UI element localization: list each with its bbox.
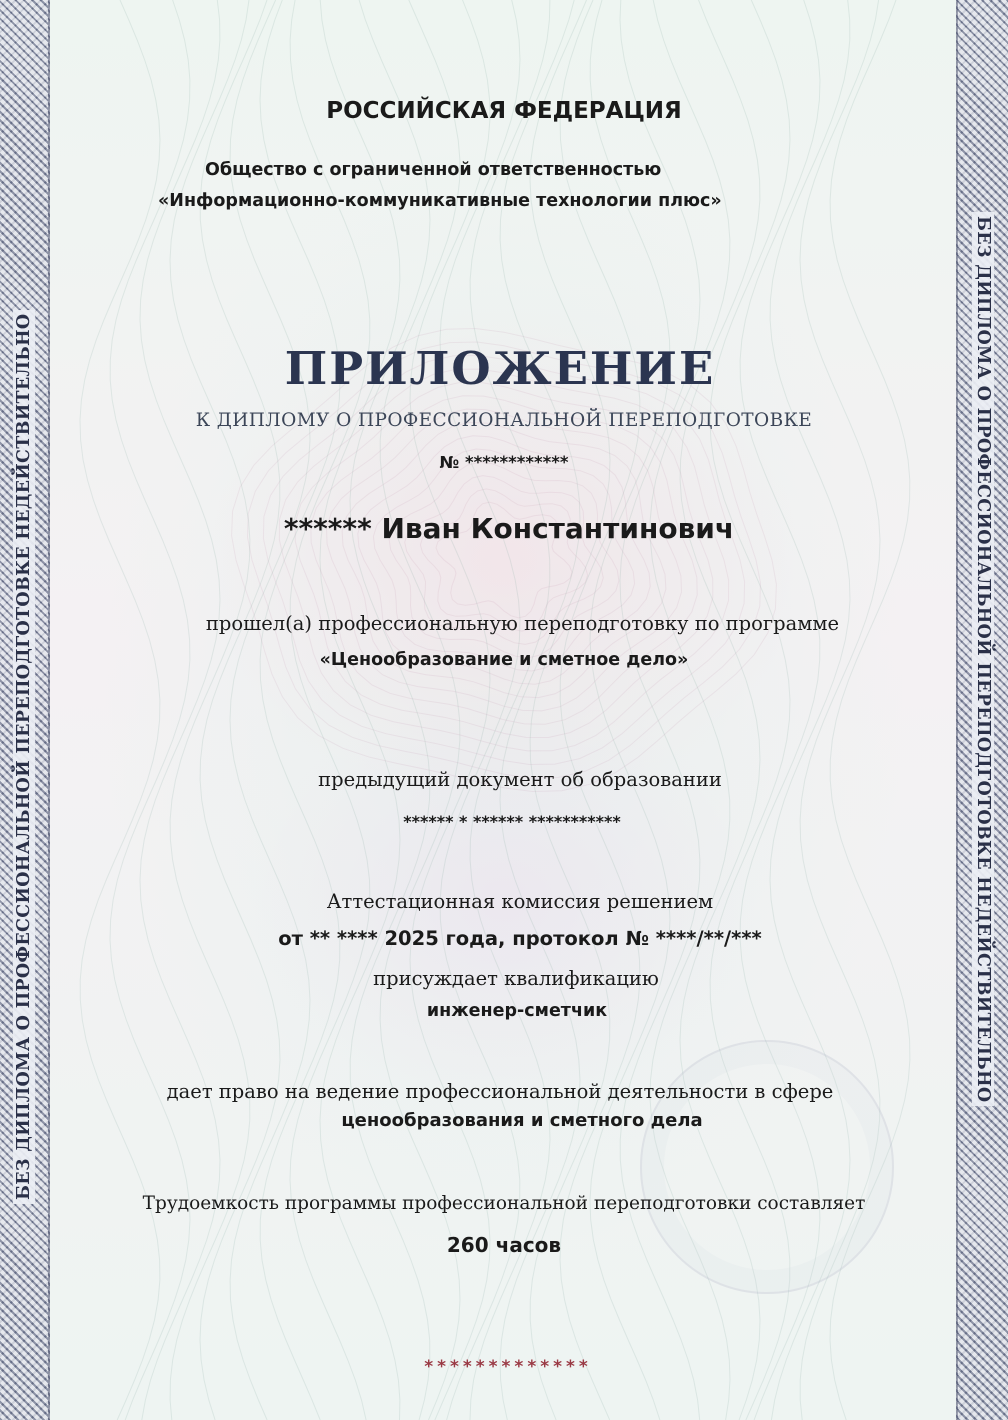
holder-name: ****** Иван Константинович <box>283 512 735 545</box>
labor-intensity-line: Трудоемкость программы профессиональной переподготовки составляет <box>142 1193 866 1214</box>
previous-document-value: ****** * ****** *********** <box>403 812 621 831</box>
document-number: № ************ <box>439 453 569 472</box>
guilloche-rosette <box>232 329 777 792</box>
serial-number: ************* <box>424 1357 592 1377</box>
rights-sphere: ценообразования и сметного дела <box>341 1110 703 1131</box>
protocol-line: от ** **** 2025 года, протокол № ****/**/*** <box>278 927 762 950</box>
awards-qualification-label: присуждает квалификацию <box>373 967 659 990</box>
rights-line: дает право на ведение профессиональной деятельности в сфере <box>166 1080 834 1103</box>
organization-name: «Информационно-коммуникативные технологии плюс» <box>158 191 722 211</box>
right-border-text: БЕЗ ДИПЛОМА О ПРОФЕССИОНАЛЬНОЙ ПЕРЕПОДГОТОВКЕ НЕДЕЙСТВИТЕЛЬНО <box>972 212 994 1106</box>
program-name: «Ценообразование и сметное дело» <box>319 650 689 670</box>
program-intro: прошел(а) профессиональную переподготовку по программе <box>205 612 840 635</box>
guilloche-rosette <box>248 342 761 778</box>
commission-decision: Аттестационная комиссия решением <box>326 890 714 913</box>
organization-type: Общество с ограниченной ответственностью <box>205 160 662 180</box>
guilloche-rosette <box>358 436 650 685</box>
left-border-text: БЕЗ ДИПЛОМА О ПРОФЕССИОНАЛЬНОЙ ПЕРЕПОДГОТОВКЕ НЕДЕЙСТВИТЕЛЬНО <box>13 310 35 1204</box>
previous-document-label: предыдущий документ об образовании <box>318 768 722 791</box>
document-subtitle: К ДИПЛОМУ О ПРОФЕССИОНАЛЬНОЙ ПЕРЕПОДГОТОВКЕ <box>195 410 813 431</box>
document-title: ПРИЛОЖЕНИЕ <box>284 342 716 395</box>
qualification-value: инженер-сметчик <box>426 1001 608 1021</box>
labor-hours: 260 часов <box>446 1233 562 1257</box>
country-heading: РОССИЙСКАЯ ФЕДЕРАЦИЯ <box>326 98 682 124</box>
